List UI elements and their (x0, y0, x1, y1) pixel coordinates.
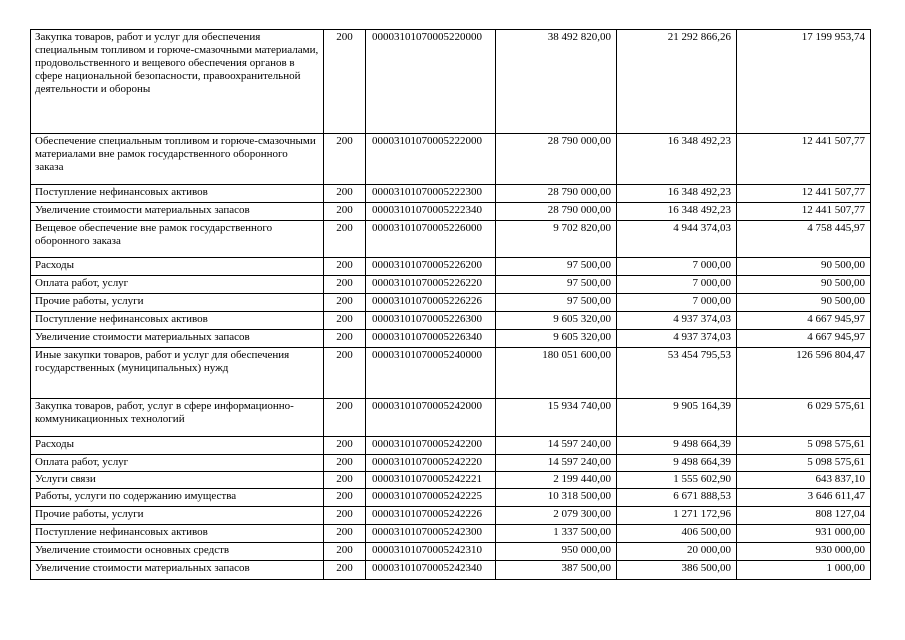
row-name: Увеличение стоимости материальных запасов (31, 203, 324, 221)
row-approved: 180 051 600,00 (496, 348, 617, 399)
row-code: 200 (324, 561, 366, 580)
row-unexecuted: 12 441 507,77 (737, 134, 871, 185)
table-row (31, 30, 871, 134)
row-name: Закупка товаров, работ, услуг в сфере информационно-коммуникационных технологий (31, 399, 324, 437)
row-code: 200 (324, 276, 366, 294)
table-row (31, 258, 871, 276)
row-code: 200 (324, 507, 366, 525)
row-kbk: 00003101070005220000 (366, 30, 496, 134)
row-approved: 1 337 500,00 (496, 525, 617, 543)
table-row (31, 489, 871, 507)
row-approved: 9 605 320,00 (496, 312, 617, 330)
row-executed: 16 348 492,23 (617, 203, 737, 221)
row-approved: 97 500,00 (496, 276, 617, 294)
row-kbk: 00003101070005226226 (366, 294, 496, 312)
table-row (31, 399, 871, 437)
row-unexecuted: 808 127,04 (737, 507, 871, 525)
row-name: Увеличение стоимости материальных запасов (31, 561, 324, 580)
table-row (31, 134, 871, 185)
row-kbk: 00003101070005242226 (366, 507, 496, 525)
table-row (31, 543, 871, 561)
row-name: Расходы (31, 437, 324, 455)
row-code: 200 (324, 525, 366, 543)
row-code: 200 (324, 258, 366, 276)
row-kbk: 00003101070005222300 (366, 185, 496, 203)
row-unexecuted: 6 029 575,61 (737, 399, 871, 437)
row-approved: 97 500,00 (496, 294, 617, 312)
table-row (31, 276, 871, 294)
row-name: Увеличение стоимости основных средств (31, 543, 324, 561)
row-code: 200 (324, 185, 366, 203)
row-name: Поступление нефинансовых активов (31, 185, 324, 203)
row-executed: 1 271 172,96 (617, 507, 737, 525)
row-code: 200 (324, 294, 366, 312)
row-approved: 2 199 440,00 (496, 472, 617, 489)
row-code: 200 (324, 348, 366, 399)
row-code: 200 (324, 312, 366, 330)
row-name: Вещевое обеспечение вне рамок государственного оборонного заказа (31, 221, 324, 258)
table-row (31, 312, 871, 330)
row-approved: 9 702 820,00 (496, 221, 617, 258)
row-kbk: 00003101070005226340 (366, 330, 496, 348)
row-executed: 21 292 866,26 (617, 30, 737, 134)
row-executed: 9 905 164,39 (617, 399, 737, 437)
row-executed: 9 498 664,39 (617, 437, 737, 455)
row-approved: 9 605 320,00 (496, 330, 617, 348)
row-approved: 97 500,00 (496, 258, 617, 276)
row-code: 200 (324, 330, 366, 348)
row-unexecuted: 5 098 575,61 (737, 455, 871, 472)
row-code: 200 (324, 437, 366, 455)
table-row (31, 437, 871, 455)
row-executed: 4 937 374,03 (617, 330, 737, 348)
row-unexecuted: 643 837,10 (737, 472, 871, 489)
row-name: Обеспечение специальным топливом и горюче-смазочными материалами вне рамок государственного оборонного заказа (31, 134, 324, 185)
row-kbk: 00003101070005242225 (366, 489, 496, 507)
row-executed: 7 000,00 (617, 258, 737, 276)
table-row (31, 203, 871, 221)
row-name: Оплата работ, услуг (31, 455, 324, 472)
row-kbk: 00003101070005242220 (366, 455, 496, 472)
row-executed: 9 498 664,39 (617, 455, 737, 472)
row-kbk: 00003101070005226300 (366, 312, 496, 330)
row-name: Увеличение стоимости материальных запасов (31, 330, 324, 348)
row-name: Поступление нефинансовых активов (31, 525, 324, 543)
row-kbk: 00003101070005242310 (366, 543, 496, 561)
row-executed: 16 348 492,23 (617, 185, 737, 203)
row-approved: 28 790 000,00 (496, 134, 617, 185)
row-code: 200 (324, 543, 366, 561)
row-code: 200 (324, 134, 366, 185)
table-row (31, 330, 871, 348)
row-code: 200 (324, 489, 366, 507)
row-code: 200 (324, 399, 366, 437)
row-code: 200 (324, 203, 366, 221)
table-row (31, 455, 871, 472)
row-executed: 7 000,00 (617, 276, 737, 294)
row-unexecuted: 90 500,00 (737, 258, 871, 276)
row-unexecuted: 12 441 507,77 (737, 185, 871, 203)
row-name: Прочие работы, услуги (31, 294, 324, 312)
row-name: Поступление нефинансовых активов (31, 312, 324, 330)
row-unexecuted: 12 441 507,77 (737, 203, 871, 221)
row-kbk: 00003101070005242340 (366, 561, 496, 580)
row-unexecuted: 3 646 611,47 (737, 489, 871, 507)
row-approved: 15 934 740,00 (496, 399, 617, 437)
row-approved: 14 597 240,00 (496, 437, 617, 455)
row-approved: 10 318 500,00 (496, 489, 617, 507)
row-unexecuted: 1 000,00 (737, 561, 871, 580)
row-executed: 1 555 602,90 (617, 472, 737, 489)
row-approved: 387 500,00 (496, 561, 617, 580)
row-code: 200 (324, 30, 366, 134)
row-name: Услуги связи (31, 472, 324, 489)
table-row (31, 221, 871, 258)
row-kbk: 00003101070005240000 (366, 348, 496, 399)
row-approved: 28 790 000,00 (496, 185, 617, 203)
row-name: Прочие работы, услуги (31, 507, 324, 525)
row-executed: 7 000,00 (617, 294, 737, 312)
table-row (31, 561, 871, 580)
row-unexecuted: 17 199 953,74 (737, 30, 871, 134)
row-approved: 2 079 300,00 (496, 507, 617, 525)
row-unexecuted: 4 758 445,97 (737, 221, 871, 258)
table-row (31, 525, 871, 543)
table-body (31, 30, 871, 580)
row-unexecuted: 4 667 945,97 (737, 312, 871, 330)
row-unexecuted: 930 000,00 (737, 543, 871, 561)
row-code: 200 (324, 455, 366, 472)
row-approved: 950 000,00 (496, 543, 617, 561)
row-unexecuted: 931 000,00 (737, 525, 871, 543)
table-row (31, 472, 871, 489)
row-approved: 38 492 820,00 (496, 30, 617, 134)
table-row (31, 348, 871, 399)
row-unexecuted: 4 667 945,97 (737, 330, 871, 348)
row-kbk: 00003101070005226000 (366, 221, 496, 258)
row-kbk: 00003101070005226220 (366, 276, 496, 294)
row-executed: 406 500,00 (617, 525, 737, 543)
table-row (31, 185, 871, 203)
budget-execution-table (30, 29, 871, 580)
row-kbk: 00003101070005222000 (366, 134, 496, 185)
row-kbk: 00003101070005242000 (366, 399, 496, 437)
row-name: Иные закупки товаров, работ и услуг для обеспечения государственных (муниципальных) нужд (31, 348, 324, 399)
row-approved: 14 597 240,00 (496, 455, 617, 472)
row-unexecuted: 5 098 575,61 (737, 437, 871, 455)
row-unexecuted: 90 500,00 (737, 276, 871, 294)
row-executed: 6 671 888,53 (617, 489, 737, 507)
row-executed: 386 500,00 (617, 561, 737, 580)
row-unexecuted: 126 596 804,47 (737, 348, 871, 399)
row-executed: 53 454 795,53 (617, 348, 737, 399)
row-kbk: 00003101070005242200 (366, 437, 496, 455)
row-approved: 28 790 000,00 (496, 203, 617, 221)
table-row (31, 507, 871, 525)
row-name: Расходы (31, 258, 324, 276)
row-kbk: 00003101070005242221 (366, 472, 496, 489)
row-executed: 20 000,00 (617, 543, 737, 561)
row-executed: 4 944 374,03 (617, 221, 737, 258)
row-kbk: 00003101070005226200 (366, 258, 496, 276)
row-executed: 16 348 492,23 (617, 134, 737, 185)
row-unexecuted: 90 500,00 (737, 294, 871, 312)
row-executed: 4 937 374,03 (617, 312, 737, 330)
row-code: 200 (324, 472, 366, 489)
row-code: 200 (324, 221, 366, 258)
table-row (31, 294, 871, 312)
row-name: Оплата работ, услуг (31, 276, 324, 294)
row-kbk: 00003101070005242300 (366, 525, 496, 543)
row-kbk: 00003101070005222340 (366, 203, 496, 221)
row-name: Работы, услуги по содержанию имущества (31, 489, 324, 507)
row-name: Закупка товаров, работ и услуг для обеспечения специальным топливом и горюче-смазочными материалами, продовольственного и вещевого обеспечения органов в сфере национальной безопасности, правоохранительной деятельности и обороны (31, 30, 324, 134)
